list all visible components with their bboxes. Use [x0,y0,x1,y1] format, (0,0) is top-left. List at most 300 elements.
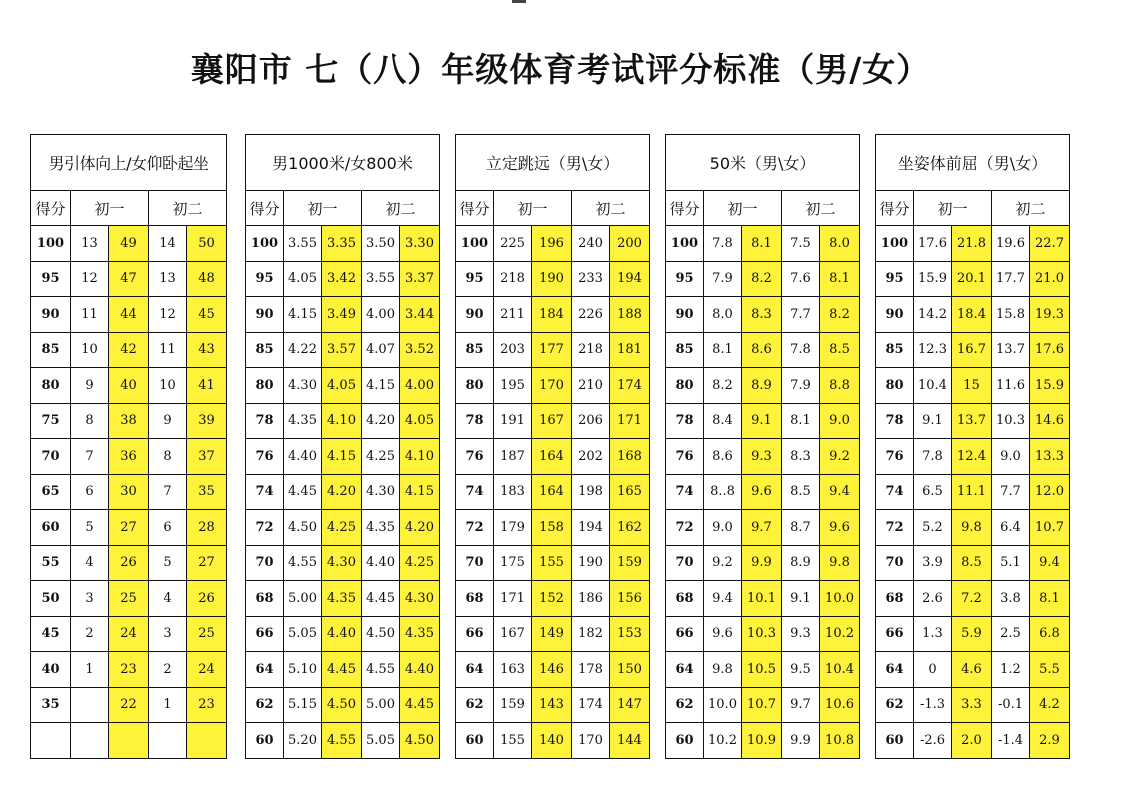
female-value-cell: 25 [187,616,227,652]
female-value-cell: 144 [610,723,650,759]
table-row [456,652,650,688]
score-cell: 70 [456,545,494,581]
table-row [666,545,860,581]
female-value-cell: 200 [610,226,650,262]
female-value-cell: 9.7 [742,510,782,546]
table-row [876,545,1070,581]
female-value-cell: 3.49 [322,297,362,333]
male-value-cell: 7 [71,439,109,475]
female-value-cell: 146 [532,652,572,688]
female-value-cell: 3.35 [322,226,362,262]
score-cell: 100 [456,226,494,262]
male-value-cell: 2 [71,616,109,652]
male-value-cell: 12.3 [914,332,952,368]
female-value-cell: 42 [109,332,149,368]
female-value-cell: 5.5 [1030,652,1070,688]
male-value-cell: 210 [572,368,610,404]
male-value-cell: 183 [494,474,532,510]
score-cell: 68 [246,581,284,617]
male-value-cell: 9.1 [782,581,820,617]
male-value-cell: 4.05 [284,261,322,297]
male-value-cell: 2 [149,652,187,688]
female-value-cell: 36 [109,439,149,475]
score-cell: 64 [876,652,914,688]
male-value-cell: 8.4 [704,403,742,439]
female-value-cell: 3.57 [322,332,362,368]
female-value-cell: 2.0 [952,723,992,759]
score-cell: 40 [31,652,71,688]
score-cell: 95 [666,261,704,297]
table-row [456,368,650,404]
female-value-cell: 190 [532,261,572,297]
female-value-cell: 3.44 [400,297,440,333]
male-value-cell: 2.6 [914,581,952,617]
table-row [666,474,860,510]
score-table-5 [875,134,1070,759]
female-value-cell: 10.3 [742,616,782,652]
male-value-cell: 218 [572,332,610,368]
female-value-cell: 12.0 [1030,474,1070,510]
male-value-cell: 225 [494,226,532,262]
female-value-cell: 37 [187,439,227,475]
table-row [246,226,440,262]
male-value-cell: 9.1 [914,403,952,439]
male-value-cell: 4.50 [362,616,400,652]
male-value-cell: 7.5 [782,226,820,262]
male-value-cell: 9.7 [782,687,820,723]
male-value-cell: 9.2 [704,545,742,581]
score-cell: 60 [31,510,71,546]
score-cell: 60 [456,723,494,759]
male-value-cell: 7.7 [992,474,1030,510]
score-cell: 70 [31,439,71,475]
score-cell: 85 [31,332,71,368]
male-value-cell: 8.6 [704,439,742,475]
male-value-cell [71,687,109,723]
score-cell: 75 [31,403,71,439]
table-row [246,297,440,333]
score-cell: 80 [666,368,704,404]
male-value-cell: 226 [572,297,610,333]
table-row [456,723,650,759]
male-value-cell: 7.9 [782,368,820,404]
male-value-cell: 198 [572,474,610,510]
score-cell: 85 [666,332,704,368]
male-value-cell: 10 [149,368,187,404]
female-value-cell: 3.52 [400,332,440,368]
score-cell: 74 [246,474,284,510]
female-value-cell: 48 [187,261,227,297]
table-row [876,474,1070,510]
female-value-cell: 4.30 [400,581,440,617]
table-row [456,297,650,333]
male-value-cell: 6 [149,510,187,546]
table-row [456,581,650,617]
female-value-cell: 147 [610,687,650,723]
female-value-cell: 143 [532,687,572,723]
male-value-cell: 1.3 [914,616,952,652]
female-value-cell: 4.50 [322,687,362,723]
male-value-cell: 187 [494,439,532,475]
score-cell: 74 [876,474,914,510]
female-value-cell: 41 [187,368,227,404]
score-cell: 62 [876,687,914,723]
male-value-cell: 9.5 [782,652,820,688]
female-value-cell: 25 [109,581,149,617]
female-value-cell: 10.7 [742,687,782,723]
female-value-cell: 27 [187,545,227,581]
female-value-cell: 49 [109,226,149,262]
table-row [456,510,650,546]
female-value-cell: 24 [109,616,149,652]
female-value-cell: 10.6 [820,687,860,723]
female-value-cell: 10.5 [742,652,782,688]
male-value-cell: 6 [71,474,109,510]
female-value-cell: 15.9 [1030,368,1070,404]
score-cell: 78 [876,403,914,439]
female-value-cell: 26 [109,545,149,581]
female-value-cell: 4.10 [322,403,362,439]
table-row [876,332,1070,368]
table-row [456,403,650,439]
table-row [246,403,440,439]
score-cell: 60 [876,723,914,759]
female-value-cell: 8.6 [742,332,782,368]
female-value-cell: 40 [109,368,149,404]
female-value-cell: 4.50 [400,723,440,759]
male-value-cell: 8 [149,439,187,475]
male-value-cell: 4.07 [362,332,400,368]
table-row [31,403,227,439]
male-value-cell: 13 [71,226,109,262]
table-row [666,261,860,297]
male-value-cell: 9.0 [704,510,742,546]
score-column-header: 得分 [456,191,494,226]
female-value-cell: 4.05 [400,403,440,439]
female-value-cell: 9.6 [820,510,860,546]
male-value-cell: 4 [149,581,187,617]
male-value-cell: 202 [572,439,610,475]
male-value-cell: 191 [494,403,532,439]
score-cell: 100 [666,226,704,262]
female-value-cell: 149 [532,616,572,652]
male-value-cell: 211 [494,297,532,333]
score-table-3 [455,134,650,759]
score-cell: 70 [246,545,284,581]
female-value-cell: 38 [109,403,149,439]
male-value-cell: 8.3 [782,439,820,475]
male-value-cell: 175 [494,545,532,581]
male-value-cell: 3 [71,581,109,617]
male-value-cell: 5.00 [362,687,400,723]
female-value-cell: 13.3 [1030,439,1070,475]
male-value-cell: 15.9 [914,261,952,297]
score-table-2 [245,134,440,759]
table-row [246,261,440,297]
female-value-cell: 4.15 [322,439,362,475]
female-value-cell: 4.20 [400,510,440,546]
female-value-cell: 10.1 [742,581,782,617]
table-row [246,332,440,368]
table-row [666,510,860,546]
female-value-cell: 165 [610,474,650,510]
male-value-cell: 9.8 [704,652,742,688]
male-value-cell: 8.5 [782,474,820,510]
table-row [246,545,440,581]
male-value-cell: 7.7 [782,297,820,333]
male-value-cell: 8.1 [782,403,820,439]
female-value-cell: 4.00 [400,368,440,404]
female-value-cell: 23 [109,652,149,688]
male-value-cell: 8 [71,403,109,439]
table-row [456,439,650,475]
male-value-cell: 5.1 [992,545,1030,581]
female-value-cell: 18.4 [952,297,992,333]
male-value-cell: 3.8 [992,581,1030,617]
score-cell: 55 [31,545,71,581]
score-cell: 80 [246,368,284,404]
female-value-cell: 10.2 [820,616,860,652]
female-value-cell: 162 [610,510,650,546]
table-header: 男1000米/女800米 [246,135,440,191]
female-value-cell: 196 [532,226,572,262]
table-row [246,510,440,546]
table-row [246,687,440,723]
score-cell: 70 [876,545,914,581]
table-row [31,368,227,404]
male-value-cell: 182 [572,616,610,652]
male-value-cell: 13.7 [992,332,1030,368]
female-value-cell: 4.45 [400,687,440,723]
score-cell: 76 [876,439,914,475]
female-value-cell: 158 [532,510,572,546]
table-row [246,439,440,475]
male-value-cell: 171 [494,581,532,617]
male-value-cell: 4.40 [362,545,400,581]
table-row [456,687,650,723]
score-cell: 66 [456,616,494,652]
male-value-cell: 1 [71,652,109,688]
male-value-cell: 4.30 [362,474,400,510]
table-row [876,297,1070,333]
table-row [666,723,860,759]
female-value-cell: 184 [532,297,572,333]
female-value-cell: 140 [532,723,572,759]
score-cell [31,723,71,759]
female-value-cell: 16.7 [952,332,992,368]
female-value-cell: 6.8 [1030,616,1070,652]
male-value-cell: 0 [914,652,952,688]
table-row [876,687,1070,723]
scan-mark [512,0,526,3]
score-cell: 78 [456,403,494,439]
table-row [876,723,1070,759]
female-value-cell: 8.8 [820,368,860,404]
score-table-4 [665,134,860,759]
male-value-cell: 4.15 [284,297,322,333]
score-cell: 62 [666,687,704,723]
score-cell: 90 [666,297,704,333]
male-value-cell: 17.6 [914,226,952,262]
male-value-cell: 10.4 [914,368,952,404]
score-cell: 50 [31,581,71,617]
table-row [31,581,227,617]
male-value-cell: 155 [494,723,532,759]
female-value-cell: 12.4 [952,439,992,475]
male-value-cell: 9.6 [704,616,742,652]
male-value-cell: 2.5 [992,616,1030,652]
female-value-cell: 8.5 [820,332,860,368]
female-value-cell: 8.5 [952,545,992,581]
female-value-cell: 26 [187,581,227,617]
male-value-cell: 179 [494,510,532,546]
male-value-cell: 12 [71,261,109,297]
male-value-cell: 10 [71,332,109,368]
male-value-cell: 240 [572,226,610,262]
female-value-cell: 9.0 [820,403,860,439]
female-value-cell: 4.6 [952,652,992,688]
score-cell: 74 [666,474,704,510]
score-cell: 66 [666,616,704,652]
female-value-cell: 174 [610,368,650,404]
female-value-cell: 9.4 [820,474,860,510]
male-value-cell: 11.6 [992,368,1030,404]
grade2-column-header: 初二 [782,191,860,226]
male-value-cell: 5.20 [284,723,322,759]
female-value-cell: 155 [532,545,572,581]
male-value-cell: 4.22 [284,332,322,368]
table-row [666,297,860,333]
score-cell: 68 [456,581,494,617]
table-row [456,332,650,368]
female-value-cell: 3.37 [400,261,440,297]
table-row [876,368,1070,404]
table-row [31,297,227,333]
female-value-cell: 4.10 [400,439,440,475]
female-value-cell: 20.1 [952,261,992,297]
table-row [31,545,227,581]
female-value-cell: 170 [532,368,572,404]
male-value-cell: 14 [149,226,187,262]
male-value-cell: 4.50 [284,510,322,546]
female-value-cell: 50 [187,226,227,262]
score-cell: 62 [456,687,494,723]
table-row [246,652,440,688]
male-value-cell: 4.30 [284,368,322,404]
male-value-cell: 5 [149,545,187,581]
table-row [31,652,227,688]
male-value-cell: 12 [149,297,187,333]
male-value-cell: 5.2 [914,510,952,546]
male-value-cell: 13 [149,261,187,297]
male-value-cell: 233 [572,261,610,297]
female-value-cell: 5.9 [952,616,992,652]
male-value-cell: 203 [494,332,532,368]
male-value-cell: 4 [71,545,109,581]
male-value-cell: 5 [71,510,109,546]
male-value-cell: 7.8 [704,226,742,262]
grade2-column-header: 初二 [992,191,1070,226]
male-value-cell: 8.9 [782,545,820,581]
score-cell: 85 [246,332,284,368]
male-value-cell: 8.0 [704,297,742,333]
score-cell: 76 [456,439,494,475]
grade1-column-header: 初一 [914,191,992,226]
male-value-cell: 4.55 [284,545,322,581]
male-value-cell: 1.2 [992,652,1030,688]
table-row [31,723,227,759]
male-value-cell: 195 [494,368,532,404]
score-cell: 78 [666,403,704,439]
male-value-cell: 9 [71,368,109,404]
female-value-cell: 21.0 [1030,261,1070,297]
female-value-cell: 150 [610,652,650,688]
female-value-cell [187,723,227,759]
table-row [246,368,440,404]
male-value-cell [149,723,187,759]
score-cell: 90 [456,297,494,333]
table-row [31,261,227,297]
male-value-cell: 7.6 [782,261,820,297]
female-value-cell: 45 [187,297,227,333]
female-value-cell: 152 [532,581,572,617]
female-value-cell: 30 [109,474,149,510]
female-value-cell: 8.2 [820,297,860,333]
table-row [31,474,227,510]
female-value-cell: 4.2 [1030,687,1070,723]
female-value-cell: 43 [187,332,227,368]
score-cell: 80 [456,368,494,404]
table-row [246,616,440,652]
score-cell: 74 [456,474,494,510]
table-row [456,226,650,262]
female-value-cell: 8.1 [742,226,782,262]
male-value-cell: 9 [149,403,187,439]
female-value-cell: 188 [610,297,650,333]
score-cell: 64 [246,652,284,688]
male-value-cell: 10.0 [704,687,742,723]
male-value-cell: 11 [149,332,187,368]
female-value-cell: 177 [532,332,572,368]
table-row [876,439,1070,475]
female-value-cell: 4.25 [322,510,362,546]
female-value-cell: 10.7 [1030,510,1070,546]
score-cell: 65 [31,474,71,510]
table-row [876,652,1070,688]
female-value-cell: 3.42 [322,261,362,297]
female-value-cell: 11.1 [952,474,992,510]
female-value-cell: 4.05 [322,368,362,404]
male-value-cell: 9.4 [704,581,742,617]
table-row [666,652,860,688]
score-cell: 70 [666,545,704,581]
male-value-cell: 8.2 [704,368,742,404]
table-row [876,403,1070,439]
male-value-cell: -2.6 [914,723,952,759]
male-value-cell: 10.2 [704,723,742,759]
female-value-cell: 9.4 [1030,545,1070,581]
score-cell: 72 [246,510,284,546]
score-cell: 95 [876,261,914,297]
male-value-cell: 4.40 [284,439,322,475]
female-value-cell: 39 [187,403,227,439]
table-row [31,332,227,368]
male-value-cell: 8.7 [782,510,820,546]
table-row [246,581,440,617]
score-cell: 95 [246,261,284,297]
male-value-cell: 4.00 [362,297,400,333]
table-row [876,510,1070,546]
